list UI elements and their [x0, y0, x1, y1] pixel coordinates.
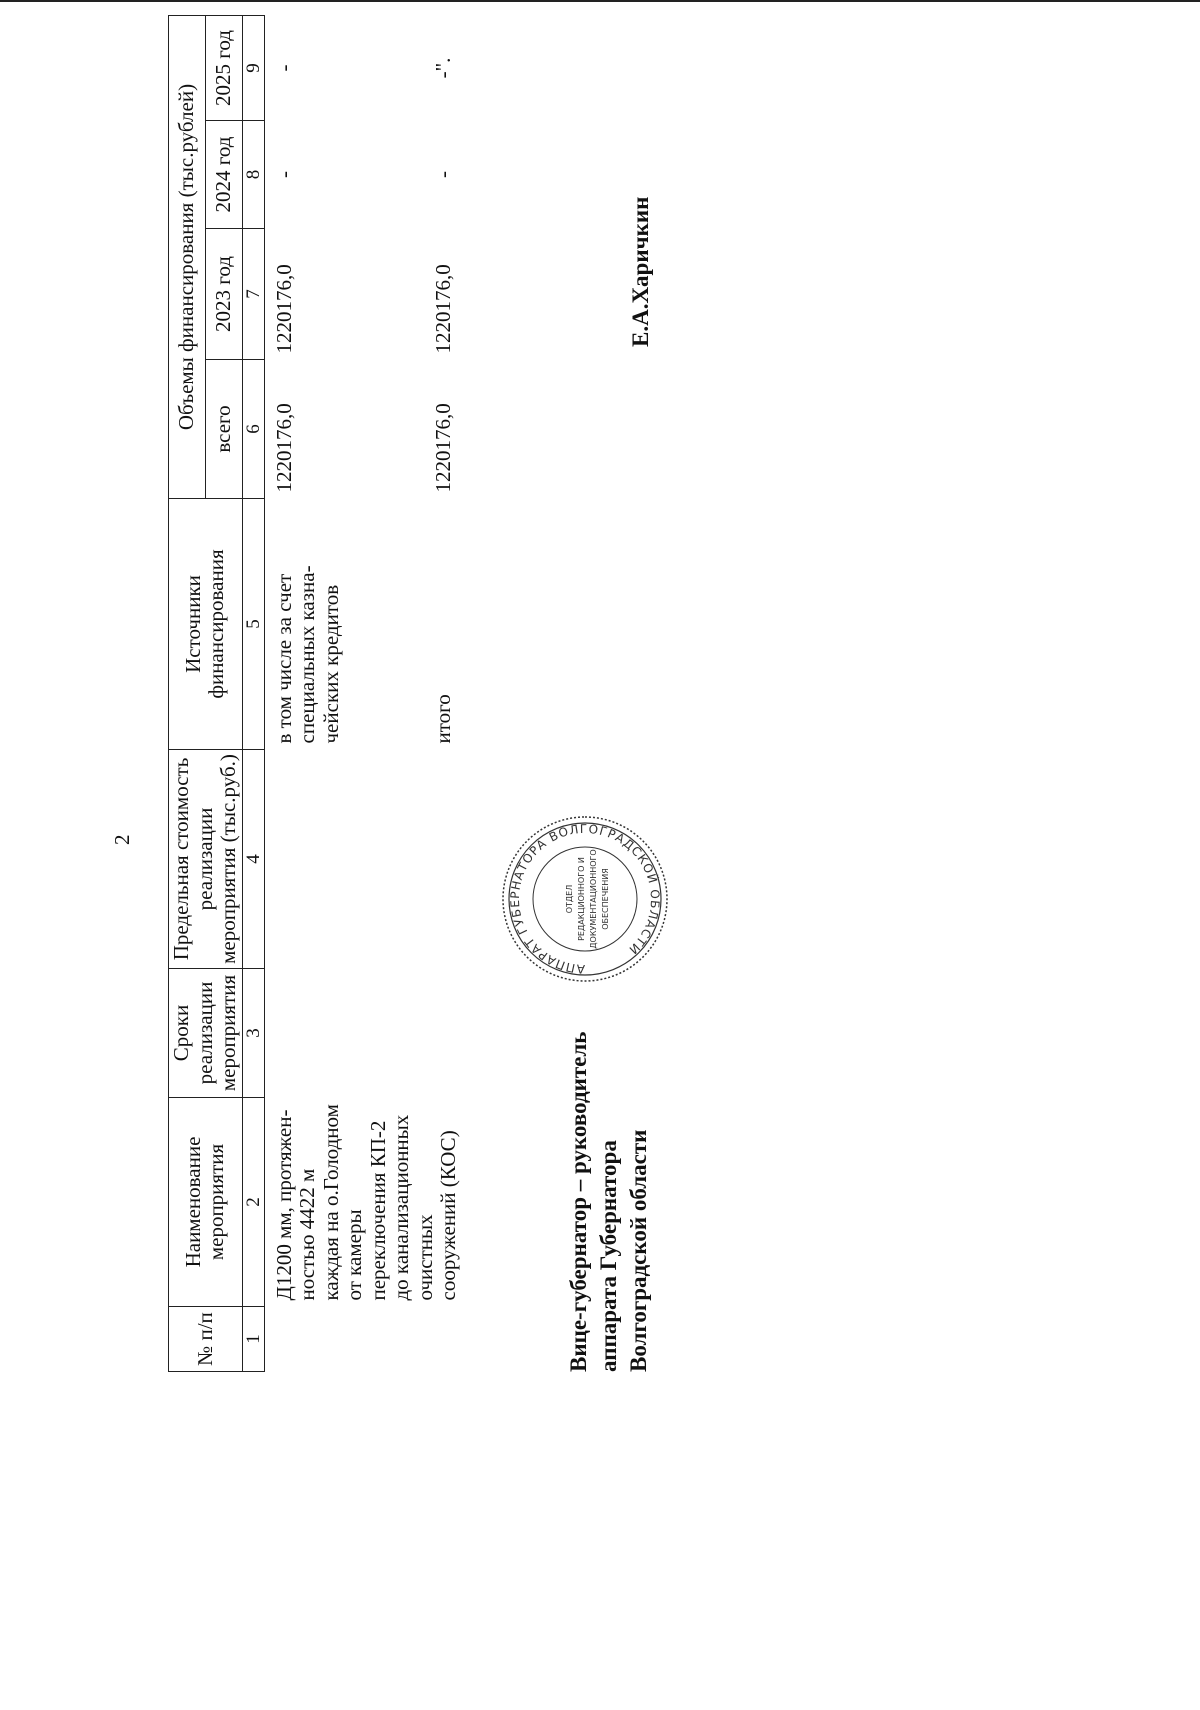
header-2023: 2023 год: [205, 229, 242, 360]
table-row: [264, 16, 362, 1372]
row-2025-1: -: [271, 64, 296, 72]
row-2025-2: -".: [431, 57, 456, 79]
svg-text:РЕДАКЦИОННОГО И: РЕДАКЦИОННОГО И: [577, 857, 586, 941]
column-number: 7: [242, 229, 264, 360]
signature-title-line: Волгоградской области: [625, 1129, 651, 1372]
column-number-row: [242, 16, 264, 1372]
row-2024-1: -: [271, 171, 296, 178]
row-2024-2: -: [431, 171, 456, 178]
column-number: 3: [242, 969, 264, 1098]
row-total-2: 1220176,0: [431, 403, 456, 493]
column-number: 8: [242, 121, 264, 229]
column-number: 6: [242, 360, 264, 499]
row-total-1: 1220176,0: [271, 403, 296, 493]
page-number: 2: [110, 834, 134, 845]
official-stamp: [500, 814, 670, 984]
header-sources: Источники финансирования: [169, 499, 243, 750]
signature-title-line: аппарата Губернатора: [595, 1140, 621, 1372]
signature-title-line: Вице-губернатор – руководитель: [566, 1031, 591, 1372]
funding-table: [168, 15, 469, 1372]
row-source-total: итого: [431, 694, 456, 744]
header-2025: 2025 год: [205, 16, 242, 121]
rotated-document: [168, 0, 1200, 1372]
header-2024: 2024 год: [205, 121, 242, 229]
column-number: 2: [242, 1098, 264, 1307]
header-num: № п/п: [169, 1307, 243, 1372]
signature-block: [564, 1032, 654, 1372]
svg-text:АППАРАТ ГУБЕРНАТОРА ВОЛГОГРАДС: АППАРАТ ГУБЕРНАТОРА ВОЛГОГРАДСКОЙ ОБЛАСТИ: [507, 821, 663, 977]
column-number: 4: [242, 750, 264, 969]
column-number: 5: [242, 499, 264, 750]
svg-text:ОБЕСПЕЧЕНИЯ: ОБЕСПЕЧЕНИЯ: [601, 868, 610, 930]
header-cost: Предельная стоимость реализации мероприятия (тыс.руб.): [169, 750, 243, 969]
header-total: всего: [205, 360, 242, 499]
header-terms: Сроки реализации мероприятия: [169, 969, 243, 1098]
column-number: 1: [242, 1307, 264, 1372]
row-2023-2: 1220176,0: [431, 264, 456, 354]
row-2023-1: 1220176,0: [271, 264, 296, 354]
svg-text:ОТДЕЛ: ОТДЕЛ: [565, 884, 574, 914]
column-number: 9: [242, 16, 264, 121]
header-name: Наименование мероприятия: [169, 1098, 243, 1307]
header-funding-group: Объемы финансирования (тыс.рублей): [169, 16, 206, 499]
svg-text:ДОКУМЕНТАЦИОННОГО: ДОКУМЕНТАЦИОННОГО: [589, 849, 598, 949]
row-name: Д1200 мм, протяжен-ностью 4422 м каждая на о.Голодном от камеры переключения КП-2 до канализационных очистных сооружений (КОС): [271, 1104, 461, 1301]
stamp-seal: [500, 814, 670, 984]
row-source-special: в том числе за счет специальных казна-чейских кредитов: [271, 565, 343, 744]
signatory-name: Е.А.Харичкин: [628, 196, 653, 347]
